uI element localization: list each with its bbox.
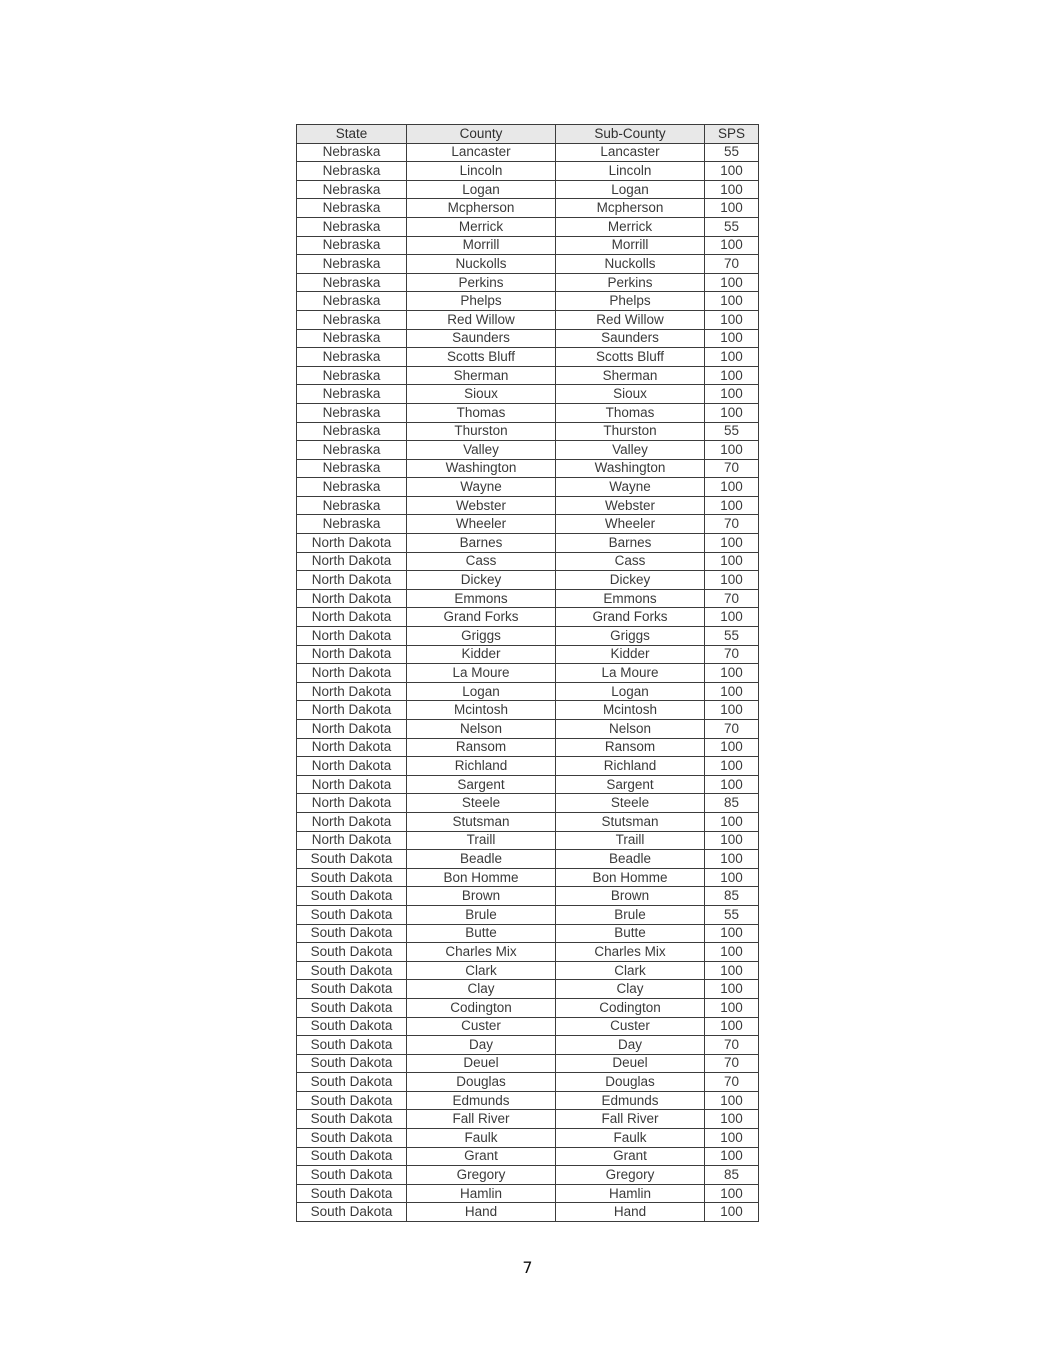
cell-county: Wayne [407,478,556,497]
cell-state: Nebraska [297,496,407,515]
cell-state: Nebraska [297,478,407,497]
cell-sps: 100 [705,1129,759,1148]
table-row [297,1054,759,1073]
cell-county: Cass [407,552,556,571]
table-row [297,608,759,627]
cell-state: South Dakota [297,1054,407,1073]
cell-state: Nebraska [297,403,407,422]
table-row [297,980,759,999]
cell-county: Lancaster [407,143,556,162]
cell-state: South Dakota [297,1036,407,1055]
cell-county: Kidder [407,645,556,664]
cell-sps: 100 [705,738,759,757]
cell-sub-county: Hamlin [556,1184,705,1203]
cell-state: South Dakota [297,887,407,906]
cell-sub-county: Saunders [556,329,705,348]
table-row [297,273,759,292]
cell-sps: 100 [705,1091,759,1110]
cell-county: Grand Forks [407,608,556,627]
table-row [297,1203,759,1222]
cell-sub-county: Logan [556,180,705,199]
cell-sub-county: Beadle [556,850,705,869]
table-row [297,310,759,329]
cell-state: North Dakota [297,645,407,664]
table-row [297,775,759,794]
cell-sub-county: Mcintosh [556,701,705,720]
cell-county: Valley [407,441,556,460]
cell-sub-county: Red Willow [556,310,705,329]
cell-sps: 100 [705,701,759,720]
table-row [297,180,759,199]
cell-sub-county: Brule [556,905,705,924]
table-row [297,924,759,943]
cell-state: North Dakota [297,571,407,590]
cell-sub-county: Brown [556,887,705,906]
cell-sps: 100 [705,775,759,794]
cell-sub-county: Sherman [556,366,705,385]
cell-sps: 100 [705,478,759,497]
cell-sub-county: Merrick [556,217,705,236]
table-row [297,664,759,683]
cell-sps: 100 [705,180,759,199]
cell-county: Hand [407,1203,556,1222]
cell-state: South Dakota [297,1073,407,1092]
table-row [297,1129,759,1148]
cell-sps: 55 [705,217,759,236]
cell-sps: 55 [705,143,759,162]
cell-county: Sioux [407,385,556,404]
cell-state: Nebraska [297,236,407,255]
cell-sps: 100 [705,664,759,683]
cell-sps: 100 [705,273,759,292]
cell-sps: 85 [705,1166,759,1185]
cell-sps: 100 [705,292,759,311]
cell-county: Stutsman [407,812,556,831]
table-row [297,441,759,460]
table-row [297,812,759,831]
cell-state: South Dakota [297,1110,407,1129]
cell-county: Bon Homme [407,868,556,887]
cell-sub-county: Custer [556,1017,705,1036]
cell-state: North Dakota [297,627,407,646]
cell-sps: 100 [705,366,759,385]
cell-sub-county: Fall River [556,1110,705,1129]
cell-state: South Dakota [297,924,407,943]
table-row [297,1166,759,1185]
cell-sub-county: Cass [556,552,705,571]
cell-sps: 100 [705,534,759,553]
cell-sub-county: Sioux [556,385,705,404]
table-row [297,162,759,181]
cell-sub-county: Dickey [556,571,705,590]
cell-county: Codington [407,998,556,1017]
cell-sps: 100 [705,868,759,887]
cell-state: North Dakota [297,794,407,813]
cell-state: South Dakota [297,980,407,999]
cell-county: Dickey [407,571,556,590]
cell-sub-county: Grand Forks [556,608,705,627]
cell-state: South Dakota [297,905,407,924]
cell-sub-county: Emmons [556,589,705,608]
cell-county: Thomas [407,403,556,422]
cell-state: North Dakota [297,831,407,850]
cell-county: Barnes [407,534,556,553]
cell-sps: 70 [705,1054,759,1073]
cell-county: Gregory [407,1166,556,1185]
cell-sub-county: Lincoln [556,162,705,181]
cell-sps: 55 [705,422,759,441]
cell-state: North Dakota [297,775,407,794]
cell-sps: 100 [705,831,759,850]
cell-county: Thurston [407,422,556,441]
cell-sps: 85 [705,887,759,906]
cell-county: Clay [407,980,556,999]
cell-state: Nebraska [297,329,407,348]
cell-sps: 70 [705,459,759,478]
cell-sub-county: Richland [556,757,705,776]
cell-county: Edmunds [407,1091,556,1110]
header-sps: SPS [705,125,759,144]
cell-county: Morrill [407,236,556,255]
cell-county: Custer [407,1017,556,1036]
cell-sub-county: Bon Homme [556,868,705,887]
cell-sps: 100 [705,943,759,962]
cell-sub-county: Gregory [556,1166,705,1185]
cell-sub-county: Day [556,1036,705,1055]
header-row [297,125,759,144]
cell-county: Wheeler [407,515,556,534]
table-row [297,534,759,553]
cell-county: Beadle [407,850,556,869]
cell-sps: 100 [705,850,759,869]
cell-sps: 70 [705,720,759,739]
cell-sps: 100 [705,571,759,590]
cell-sps: 100 [705,403,759,422]
cell-sub-county: Webster [556,496,705,515]
table-row [297,292,759,311]
table-row [297,236,759,255]
table-row [297,1147,759,1166]
cell-sps: 100 [705,552,759,571]
cell-sub-county: Washington [556,459,705,478]
cell-sub-county: Clark [556,961,705,980]
cell-sub-county: Stutsman [556,812,705,831]
cell-county: Ransom [407,738,556,757]
cell-state: North Dakota [297,552,407,571]
table-row [297,887,759,906]
cell-county: Logan [407,180,556,199]
cell-state: South Dakota [297,1166,407,1185]
cell-state: South Dakota [297,1017,407,1036]
table-row [297,757,759,776]
cell-sps: 100 [705,1203,759,1222]
cell-sub-county: Lancaster [556,143,705,162]
cell-state: Nebraska [297,385,407,404]
header-state: State [297,125,407,144]
cell-sps: 70 [705,1036,759,1055]
cell-sub-county: Thurston [556,422,705,441]
cell-sps: 70 [705,645,759,664]
cell-sps: 100 [705,1184,759,1203]
cell-state: North Dakota [297,664,407,683]
table-row [297,1110,759,1129]
table-row [297,1073,759,1092]
cell-sub-county: Edmunds [556,1091,705,1110]
cell-sub-county: Butte [556,924,705,943]
table-row [297,366,759,385]
cell-sps: 100 [705,608,759,627]
cell-sps: 100 [705,961,759,980]
table-row [297,552,759,571]
cell-sub-county: Wayne [556,478,705,497]
cell-sub-county: Nuckolls [556,255,705,274]
cell-county: Brule [407,905,556,924]
table-row [297,515,759,534]
table-row [297,589,759,608]
cell-sub-county: Griggs [556,627,705,646]
cell-sps: 55 [705,627,759,646]
cell-sub-county: Logan [556,682,705,701]
table-body [297,143,759,1221]
cell-state: Nebraska [297,255,407,274]
cell-state: Nebraska [297,199,407,218]
cell-county: Sargent [407,775,556,794]
cell-sps: 100 [705,236,759,255]
table-header [297,125,759,144]
cell-sub-county: Grant [556,1147,705,1166]
cell-sub-county: Clay [556,980,705,999]
cell-sps: 70 [705,515,759,534]
cell-state: Nebraska [297,292,407,311]
cell-county: Phelps [407,292,556,311]
county-sps-table [296,124,759,1222]
cell-state: Nebraska [297,273,407,292]
cell-sps: 100 [705,924,759,943]
cell-county: Scotts Bluff [407,348,556,367]
cell-state: Nebraska [297,366,407,385]
cell-state: North Dakota [297,608,407,627]
cell-sub-county: Ransom [556,738,705,757]
cell-state: Nebraska [297,515,407,534]
cell-county: Red Willow [407,310,556,329]
table-row [297,385,759,404]
cell-state: South Dakota [297,998,407,1017]
cell-county: Lincoln [407,162,556,181]
table-row [297,1184,759,1203]
cell-sps: 100 [705,385,759,404]
cell-sub-county: Faulk [556,1129,705,1148]
cell-state: South Dakota [297,961,407,980]
cell-county: Perkins [407,273,556,292]
cell-state: South Dakota [297,943,407,962]
cell-sub-county: Morrill [556,236,705,255]
table-row [297,627,759,646]
cell-county: Butte [407,924,556,943]
header-county: County [407,125,556,144]
cell-state: South Dakota [297,1129,407,1148]
table-row [297,961,759,980]
cell-state: North Dakota [297,534,407,553]
cell-county: Faulk [407,1129,556,1148]
cell-county: Griggs [407,627,556,646]
header-sub-county: Sub-County [556,125,705,144]
cell-county: Sherman [407,366,556,385]
cell-state: South Dakota [297,1091,407,1110]
cell-county: Deuel [407,1054,556,1073]
table-row [297,1036,759,1055]
cell-state: South Dakota [297,1203,407,1222]
cell-sub-county: Charles Mix [556,943,705,962]
cell-county: Mcintosh [407,701,556,720]
cell-sub-county: Codington [556,998,705,1017]
cell-state: North Dakota [297,757,407,776]
table-row [297,459,759,478]
cell-sub-county: Thomas [556,403,705,422]
cell-sub-county: Valley [556,441,705,460]
cell-county: Traill [407,831,556,850]
cell-county: Saunders [407,329,556,348]
cell-sub-county: Traill [556,831,705,850]
cell-state: South Dakota [297,1147,407,1166]
cell-state: North Dakota [297,720,407,739]
cell-sub-county: Deuel [556,1054,705,1073]
cell-sub-county: Phelps [556,292,705,311]
cell-county: Day [407,1036,556,1055]
table-row [297,255,759,274]
cell-sub-county: Barnes [556,534,705,553]
cell-sub-county: Wheeler [556,515,705,534]
cell-state: North Dakota [297,738,407,757]
page-number: 7 [522,1258,533,1277]
cell-county: Brown [407,887,556,906]
cell-sub-county: Kidder [556,645,705,664]
cell-sps: 100 [705,329,759,348]
cell-state: Nebraska [297,422,407,441]
cell-state: Nebraska [297,310,407,329]
table-row [297,905,759,924]
cell-sps: 100 [705,199,759,218]
cell-county: Charles Mix [407,943,556,962]
cell-sps: 100 [705,310,759,329]
table-row [297,329,759,348]
cell-state: North Dakota [297,682,407,701]
cell-sps: 100 [705,998,759,1017]
cell-sps: 85 [705,794,759,813]
cell-state: Nebraska [297,180,407,199]
cell-sub-county: Sargent [556,775,705,794]
cell-state: Nebraska [297,217,407,236]
table-row [297,1017,759,1036]
table-row [297,143,759,162]
cell-sub-county: Perkins [556,273,705,292]
cell-state: South Dakota [297,850,407,869]
cell-county: Clark [407,961,556,980]
cell-sps: 100 [705,162,759,181]
table-row [297,1091,759,1110]
cell-sps: 70 [705,589,759,608]
cell-county: Merrick [407,217,556,236]
cell-sps: 100 [705,812,759,831]
table-row [297,738,759,757]
cell-state: Nebraska [297,348,407,367]
table-row [297,943,759,962]
cell-sps: 100 [705,980,759,999]
cell-state: Nebraska [297,162,407,181]
table-row [297,720,759,739]
cell-sps: 100 [705,1110,759,1129]
cell-sps: 100 [705,1017,759,1036]
table-row [297,831,759,850]
cell-sps: 100 [705,757,759,776]
cell-sps: 70 [705,255,759,274]
cell-sps: 100 [705,496,759,515]
table-row [297,868,759,887]
cell-county: La Moure [407,664,556,683]
cell-sub-county: Scotts Bluff [556,348,705,367]
cell-county: Richland [407,757,556,776]
table-row [297,403,759,422]
table-row [297,571,759,590]
cell-county: Mcpherson [407,199,556,218]
table-row [297,682,759,701]
cell-state: North Dakota [297,701,407,720]
table-row [297,998,759,1017]
cell-state: South Dakota [297,1184,407,1203]
cell-county: Steele [407,794,556,813]
table-row [297,217,759,236]
cell-state: Nebraska [297,143,407,162]
cell-sps: 100 [705,1147,759,1166]
cell-county: Washington [407,459,556,478]
cell-county: Grant [407,1147,556,1166]
table-row [297,496,759,515]
cell-sub-county: Steele [556,794,705,813]
cell-sps: 100 [705,682,759,701]
table-row [297,478,759,497]
cell-state: Nebraska [297,459,407,478]
cell-sub-county: La Moure [556,664,705,683]
cell-sub-county: Hand [556,1203,705,1222]
cell-state: South Dakota [297,868,407,887]
cell-county: Emmons [407,589,556,608]
cell-county: Hamlin [407,1184,556,1203]
cell-county: Nuckolls [407,255,556,274]
cell-county: Webster [407,496,556,515]
cell-state: Nebraska [297,441,407,460]
cell-sps: 55 [705,905,759,924]
cell-sub-county: Mcpherson [556,199,705,218]
cell-sub-county: Douglas [556,1073,705,1092]
table-row [297,199,759,218]
table-row [297,645,759,664]
cell-county: Nelson [407,720,556,739]
cell-sps: 70 [705,1073,759,1092]
table-row [297,422,759,441]
cell-county: Logan [407,682,556,701]
table-row [297,348,759,367]
cell-county: Douglas [407,1073,556,1092]
cell-sub-county: Nelson [556,720,705,739]
cell-sps: 100 [705,348,759,367]
table-row [297,850,759,869]
cell-state: North Dakota [297,812,407,831]
cell-state: North Dakota [297,589,407,608]
table-row [297,794,759,813]
cell-sps: 100 [705,441,759,460]
table-row [297,701,759,720]
cell-county: Fall River [407,1110,556,1129]
